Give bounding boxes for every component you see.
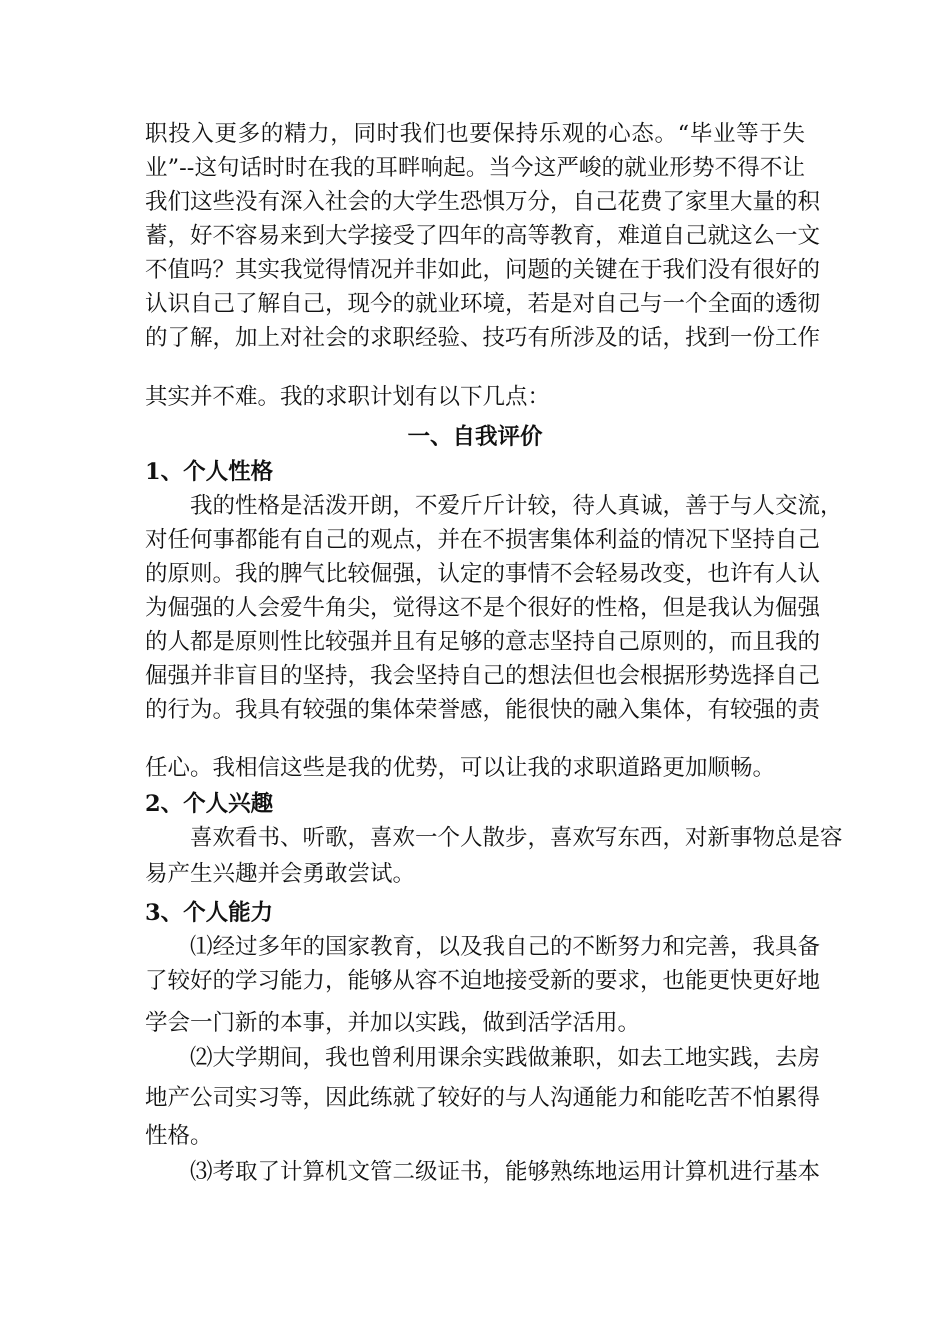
- intro-line: 的了解，加上对社会的求职经验、技巧有所涉及的话，找到一份工作: [145, 325, 821, 351]
- heading-personality: 1、个人性格: [145, 459, 274, 485]
- ability-line: 了较好的学习能力，能够从容不迫地接受新的要求，也能更快更好地: [145, 968, 821, 994]
- ability-line: 性格。: [145, 1123, 213, 1149]
- intro-line: 认识自己了解自己，现今的就业环境，若是对自己与一个全面的透彻: [145, 291, 821, 317]
- intro-line: 其实并不难。我的求职计划有以下几点：: [145, 384, 551, 410]
- interest-line: 易产生兴趣并会勇敢尝试。: [145, 861, 416, 887]
- ability-line: 地产公司实习等，因此练就了较好的与人沟通能力和能吃苦不怕累得: [145, 1085, 821, 1111]
- heading-interest: 2、个人兴趣: [145, 791, 274, 817]
- ability-line: ⑶考取了计算机文管二级证书，能够熟练地运用计算机进行基本: [190, 1159, 821, 1185]
- intro-line: 蓄，好不容易来到大学接受了四年的高等教育，难道自己就这么一文: [145, 223, 821, 249]
- personality-line: 对任何事都能有自己的观点，并在不损害集体利益的情况下坚持自己: [145, 527, 821, 553]
- ability-line: 学会一门新的本事，并加以实践，做到活学活用。: [145, 1010, 641, 1036]
- ability-line: ⑵大学期间，我也曾利用课余实践做兼职，如去工地实践，去房: [190, 1045, 821, 1071]
- personality-line: 为倔强的人会爱牛角尖，觉得这不是个很好的性格，但是我认为倔强: [145, 595, 821, 621]
- ability-line: ⑴经过多年的国家教育，以及我自己的不断努力和完善，我具备: [190, 934, 821, 960]
- heading-ability: 3、个人能力: [145, 900, 274, 926]
- interest-line: 喜欢看书、听歌，喜欢一个人散步，喜欢写东西，对新事物总是容: [190, 825, 843, 851]
- personality-line: 倔强并非盲目的坚持，我会坚持自己的想法但也会根据形势选择自己: [145, 663, 821, 689]
- personality-line: 的原则。我的脾气比较倔强，认定的事情不会轻易改变，也许有人认: [145, 561, 821, 587]
- intro-line: 不值吗？其实我觉得情况并非如此，问题的关键在于我们没有很好的: [145, 257, 821, 283]
- section-title: 一、自我评价: [407, 424, 543, 450]
- personality-line: 任心。我相信这些是我的优势，可以让我的求职道路更加顺畅。: [145, 755, 776, 781]
- personality-line: 的人都是原则性比较强并且有足够的意志坚持自己原则的，而且我的: [145, 629, 821, 655]
- personality-line: 我的性格是活泼开朗，不爱斤斤计较，待人真诚，善于与人交流，: [190, 493, 843, 519]
- intro-line: 职投入更多的精力，同时我们也要保持乐观的心态。“毕业等于失: [145, 121, 805, 147]
- intro-line: 我们这些没有深入社会的大学生恐惧万分，自己花费了家里大量的积: [145, 189, 821, 215]
- intro-line: 业”--这句话时时在我的耳畔响起。当今这严峻的就业形势不得不让: [145, 155, 805, 181]
- personality-line: 的行为。我具有较强的集体荣誉感，能很快的融入集体，有较强的责: [145, 697, 821, 723]
